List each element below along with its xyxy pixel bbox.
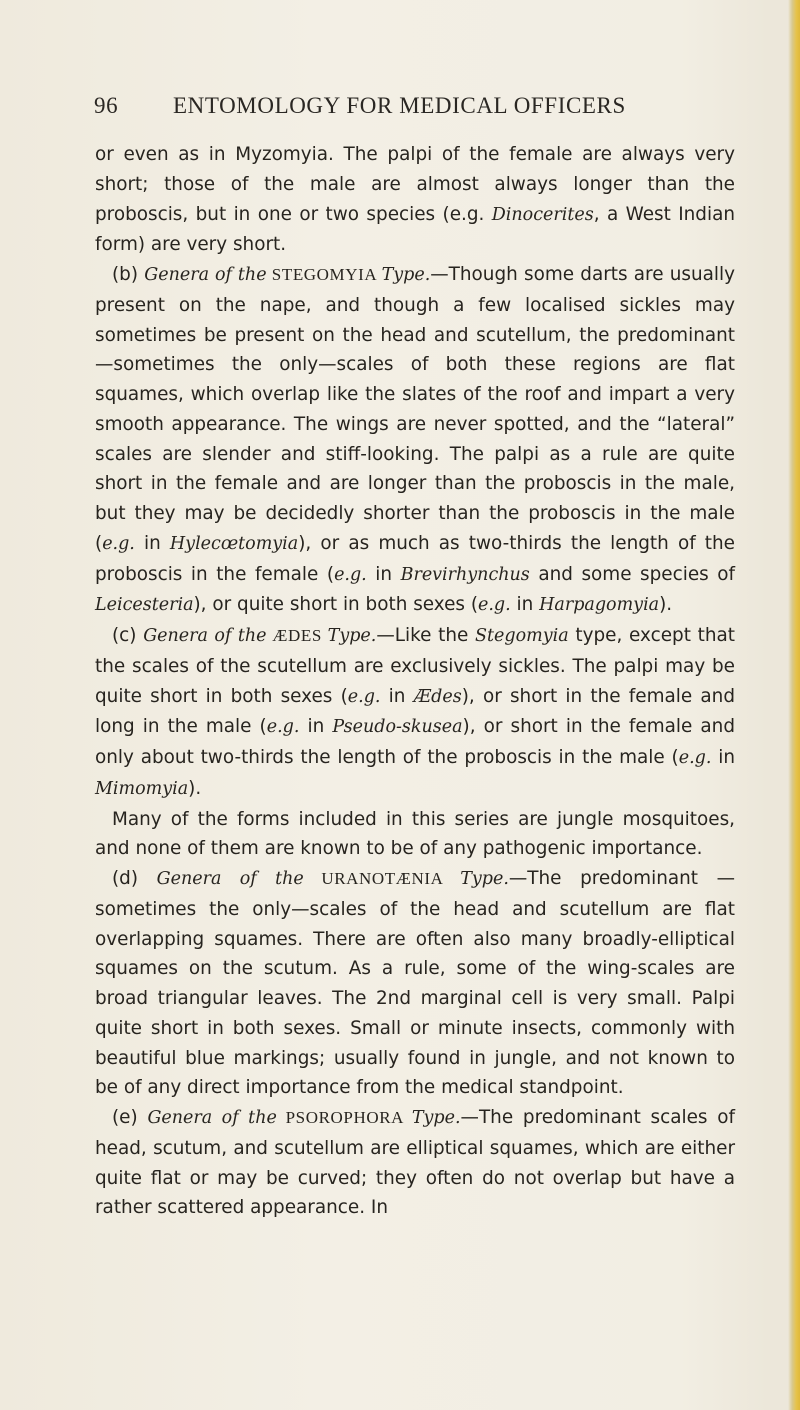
page-edge <box>788 0 800 1410</box>
text-run: in <box>510 594 540 616</box>
text-run: in <box>299 716 333 738</box>
text-run: (b) <box>112 264 145 285</box>
text-run: Many of the forms included in this series are jungle mosquitoes, and none of them are known to be of any pathogenic importance. <box>95 808 735 860</box>
paragraph-uranotaenia <box>95 864 735 1103</box>
text-run: —The predominant —sometimes the only—scales of the head and scutellum are flat overlapping squames. There are often also many broadly-elliptical squames on the scutum. As a rule, some of the wing-scales are broad triangular leaves. The 2nd marginal cell is very small. Palpi quite short in both sexes. Small or minute insects, commonly with beautiful blue markings; usually found in jungle, and not known to be of any direct importance from the medical standpoint. <box>95 868 735 1099</box>
italic-run: e.g. <box>266 717 300 738</box>
italic-run: Genera of the <box>147 1108 277 1128</box>
italic-run: Type. <box>460 869 509 889</box>
text-run: in <box>134 532 170 554</box>
text-run: —Like the <box>376 625 476 646</box>
italic-run: Type. <box>411 1108 461 1128</box>
italic-run: e.g. <box>347 686 381 707</box>
small-caps-run: PSOROPHORA <box>276 1108 412 1127</box>
page-number: 96 <box>94 93 119 118</box>
italic-run: Genera of the <box>156 869 304 889</box>
small-caps-run: STEGOMYIA <box>266 265 382 284</box>
italic-run: Dinocerites <box>491 204 594 225</box>
italic-run: Type. <box>327 626 377 646</box>
small-caps-run: ÆDES <box>266 626 328 645</box>
small-caps-run: URANOTÆNIA <box>303 869 461 888</box>
paragraph-myzomyia-continued <box>95 140 735 260</box>
italic-run: e.g. <box>678 748 712 768</box>
text-run: ), or short in the female and long in the male ( <box>95 685 735 738</box>
italic-run: Type. <box>381 265 431 285</box>
text-run: in <box>380 685 414 707</box>
italic-run: Harpagomyia <box>539 595 660 616</box>
italic-run: Genera of the <box>143 626 267 646</box>
running-title: ENTOMOLOGY FOR MEDICAL OFFICERS <box>173 93 626 118</box>
italic-run: Ædes <box>413 686 462 707</box>
italic-run: e.g. <box>334 564 367 585</box>
italic-run: Hylecœtomyia <box>169 533 299 554</box>
text-run: , a West Indian form) are very short. <box>95 203 735 256</box>
text-run: ). <box>659 594 673 616</box>
text-run: in <box>711 747 735 768</box>
text-run: ), or quite short in both sexes ( <box>193 594 478 616</box>
paragraph-aedes <box>95 621 735 805</box>
italic-run: e.g. <box>478 595 511 616</box>
italic-run: Brevirhynchus <box>400 564 530 585</box>
italic-run: Pseudo-skusea <box>332 717 463 738</box>
page-header <box>94 93 734 125</box>
paragraph-psorophora <box>95 1103 735 1223</box>
text-run: ), or as much as two-thirds the length of the proboscis in the female ( <box>95 532 735 585</box>
italic-run: Leicesteria <box>95 595 194 616</box>
text-run: ), or short in the female and only about two-thirds the length of the proboscis in the male ( <box>95 716 735 768</box>
italic-run: Mimomyia <box>95 778 189 799</box>
text-run: type, except that the scales of the scutellum are exclusively sickles. The palpi may be quite short in both sexes ( <box>95 625 735 707</box>
body-text <box>95 140 735 1223</box>
text-run: ). <box>188 777 202 799</box>
paragraph-stegomyia <box>95 260 735 621</box>
text-run: in <box>366 563 401 585</box>
paragraph-jungle-mosquitoes <box>95 805 735 865</box>
text-run: and some species of <box>529 563 735 585</box>
italic-run: Stegomyia <box>475 626 569 646</box>
italic-run: Genera of the <box>144 265 267 285</box>
text-run: —The predominant scales of head, scutum, and scutellum are elliptical squames, which are either quite flat or may be curved; they often do not overlap but have a rather scattered appearance. In <box>95 1107 736 1219</box>
italic-run: e.g. <box>102 533 135 554</box>
text-run: —Though some darts are usually present on the nape, and though a few localised sickles may sometimes be present on the head and scutellum, the predominant—sometimes the only—scales of both these regions are flat squames, which overlap like the slates of the roof and impart a very smooth appearance. The wings are never spotted, and the “lateral” scales are slender and stiff-looking. The palpi as a rule are quite short in the female and are longer than the proboscis in the male, but they may be decidedly shorter than the proboscis in the male ( <box>95 264 736 554</box>
text-run: or even as in Myzomyia. The palpi of the female are always very short; those of the male are almost always longer than the proboscis, but in one or two species (e.g. <box>95 144 735 225</box>
text-run: (d) <box>112 868 157 889</box>
text-run: (e) <box>112 1107 148 1128</box>
text-run: (c) <box>112 625 144 646</box>
